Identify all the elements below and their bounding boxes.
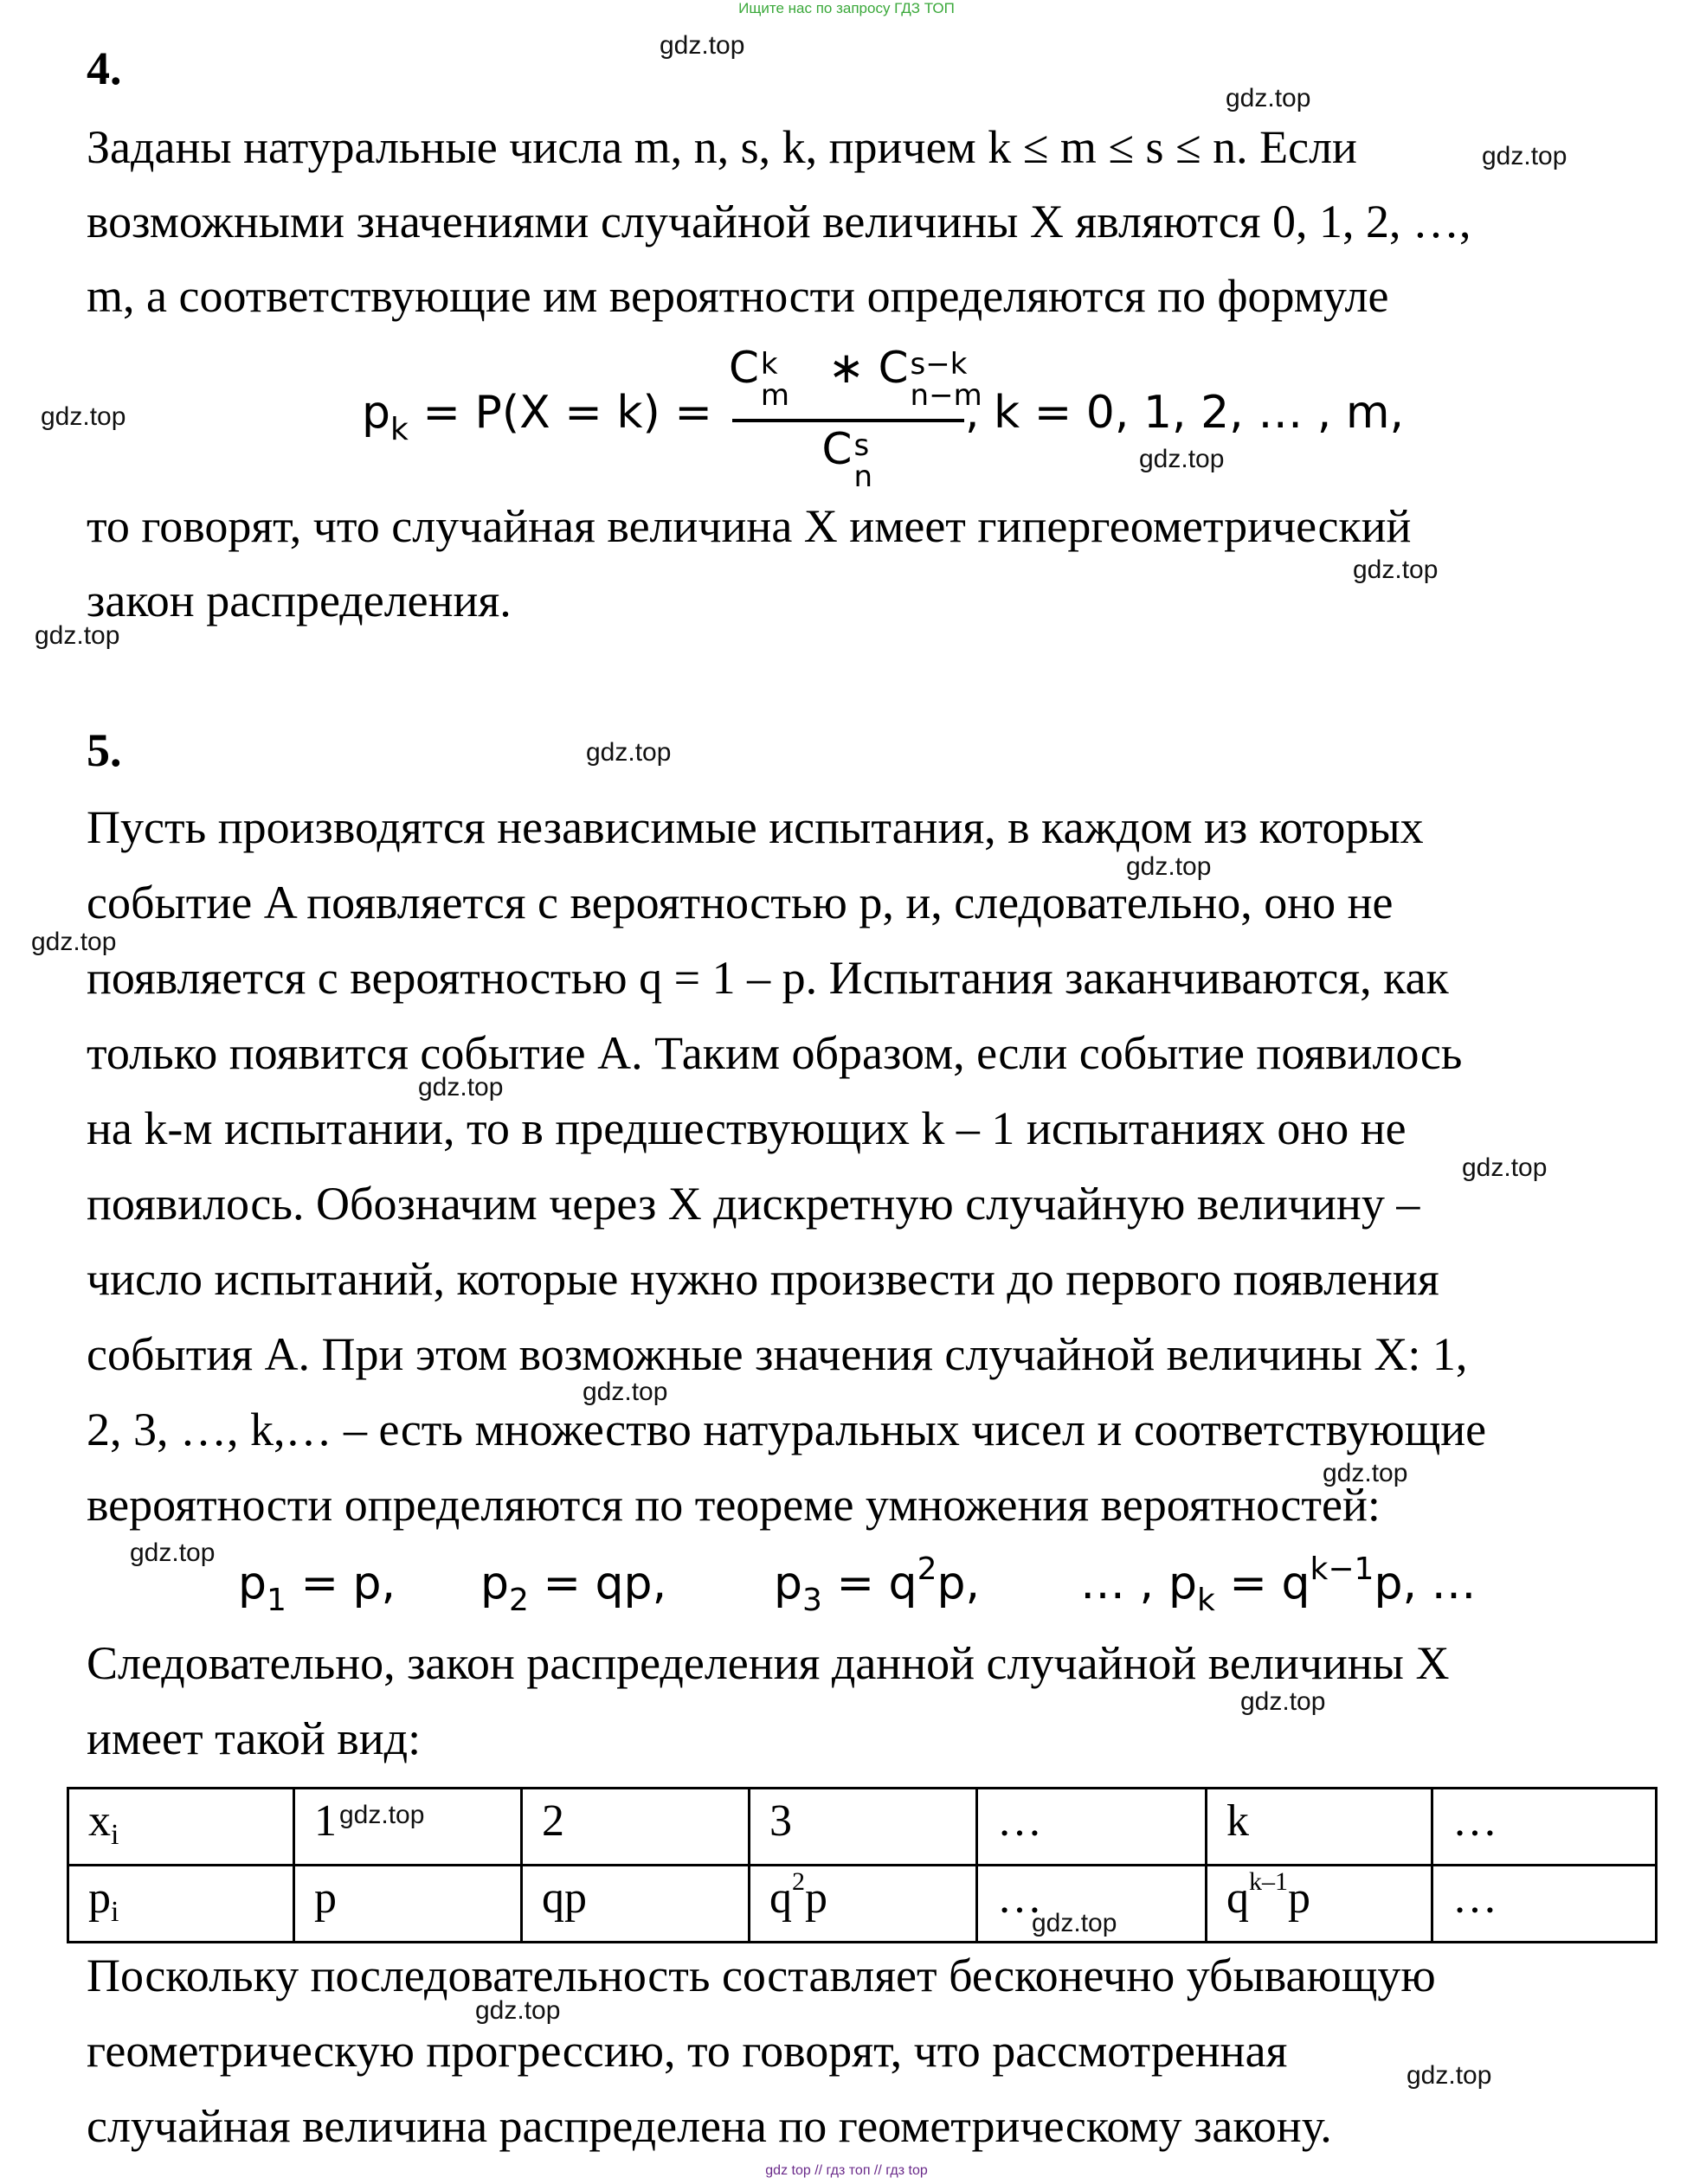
task-5-line-3: появляется с вероятностью q = 1 – p. Испытания заканчиваются, как — [87, 952, 1449, 1004]
prob-p1: $p_1 = p$, — [238, 1558, 396, 1618]
distribution-table — [67, 1787, 1658, 1943]
formula-tail: , k = 0, 1, 2, … , m, — [965, 387, 1404, 439]
fraction-denominator: C s n — [821, 424, 873, 494]
prob-p3: $p_3 = q^2p$, — [774, 1551, 981, 1618]
watermark: gdz.top — [41, 402, 126, 431]
table-cell: pi — [68, 1866, 294, 1943]
watermark: gdz.top — [1240, 1687, 1326, 1716]
watermark: gdz.top — [1126, 852, 1212, 881]
task-5-after-1: Следовательно, закон распределения данной случайной величины X — [87, 1637, 1450, 1689]
table-cell: 2 — [522, 1789, 750, 1866]
task-4-line-1: Заданы натуральные числа m, n, s, k, причем k ≤ m ≤ s ≤ n. Если — [87, 121, 1357, 173]
table-cell: … — [977, 1866, 1207, 1943]
task-4-line-3: m, а соответствующие им вероятности определяются по формуле — [87, 270, 1389, 322]
search-banner[interactable]: Ищите нас по запросу ГДЗ ТОП — [738, 0, 955, 16]
fraction-numerator: C k m ∗ C s−k n−m — [729, 343, 982, 413]
table-cell: xi — [68, 1789, 294, 1866]
table-cell: 3 — [750, 1789, 977, 1866]
table-cell: qp — [522, 1866, 750, 1943]
conclusion-line-1: Поскольку последовательность составляет бесконечно убывающую — [87, 1950, 1436, 2001]
watermark: gdz.top — [586, 738, 672, 767]
task-5-line-1: Пусть производятся независимые испытания, в каждом из которых — [87, 801, 1424, 853]
watermark: gdz.top — [1226, 84, 1311, 112]
watermark: gdz.top — [583, 1378, 668, 1406]
watermark: gdz.top — [339, 1801, 425, 1829]
table-cell: $q^{k-1}p$ — [1207, 1866, 1432, 1943]
conclusion-line-2: геометрическую прогрессию, то говорят, что рассмотренная — [87, 2025, 1288, 2077]
table-row-probabilities — [68, 1866, 1657, 1943]
task-4-after-1: то говорят, что случайная величина X имеет гипергеометрический — [87, 500, 1412, 552]
task-5-line-4: только появится событие A. Таким образом, если событие появилось — [87, 1027, 1463, 1079]
watermark: gdz.top — [1407, 2061, 1492, 2090]
task-4-after-2: закон распределения. — [87, 575, 512, 626]
table-cell: … — [1432, 1789, 1657, 1866]
task-4-number: 4. — [87, 42, 122, 94]
watermark: gdz.top — [1462, 1153, 1548, 1182]
watermark: gdz.top — [418, 1073, 504, 1102]
watermark: gdz.top — [660, 31, 745, 60]
task-4-line-2: возможными значениями случайной величины X являются 0, 1, 2, …, — [87, 196, 1471, 247]
watermark: gdz.top — [475, 1996, 561, 2025]
task-5-line-6: появилось. Обозначим через X дискретную случайную величину – — [87, 1178, 1420, 1230]
table-cell: p — [294, 1866, 522, 1943]
table-cell: k — [1207, 1789, 1432, 1866]
table-row-values — [68, 1789, 1657, 1866]
watermark: gdz.top — [1323, 1459, 1408, 1487]
fraction-bar — [732, 419, 964, 422]
conclusion-line-3: случайная величина распределена по геометрическому закону. — [87, 2100, 1332, 2152]
watermark: gdz.top — [31, 928, 117, 956]
prob-pk: $p_k = q^{k-1}p$, … — [1168, 1551, 1477, 1618]
task-5-line-8: события A. При этом возможные значения случайной величины X: 1, — [87, 1328, 1468, 1380]
table-cell: … — [977, 1789, 1207, 1866]
watermark: gdz.top — [35, 621, 120, 650]
formula-lhs: $p_k = P(X = k)$ = — [362, 387, 712, 447]
table-cell: $q^2p$ — [750, 1866, 977, 1943]
watermark: gdz.top — [130, 1538, 216, 1567]
task-5-line-5: на k-м испытании, то в предшествующих k – 1 испытаниях оно не — [87, 1102, 1407, 1154]
watermark: gdz.top — [1139, 445, 1225, 473]
task-5-line-7: число испытаний, которые нужно произвести до первого появления — [87, 1253, 1439, 1305]
task-5-after-2: имеет такой вид: — [87, 1712, 422, 1764]
watermark: gdz.top — [1353, 556, 1439, 584]
watermark: gdz.top — [1032, 1909, 1117, 1937]
table-cell: … — [1432, 1866, 1657, 1943]
task-5-line-9: 2, 3, …, k,… – есть множество натуральных чисел и соответствующие — [87, 1404, 1487, 1455]
table-cell: 1 — [294, 1789, 522, 1866]
footer-links[interactable]: gdz top // гдз топ // гдз top — [765, 2163, 928, 2178]
task-5-number: 5. — [87, 724, 122, 776]
prob-ellipsis: … , — [1080, 1558, 1155, 1609]
prob-p2: $p_2$ = qp, — [480, 1558, 667, 1618]
task-5-line-10: вероятности определяются по теореме умножения вероятностей: — [87, 1479, 1381, 1531]
watermark: gdz.top — [1482, 142, 1567, 170]
task-5-line-2: событие A появляется с вероятностью p, и, следовательно, оно не — [87, 877, 1394, 928]
